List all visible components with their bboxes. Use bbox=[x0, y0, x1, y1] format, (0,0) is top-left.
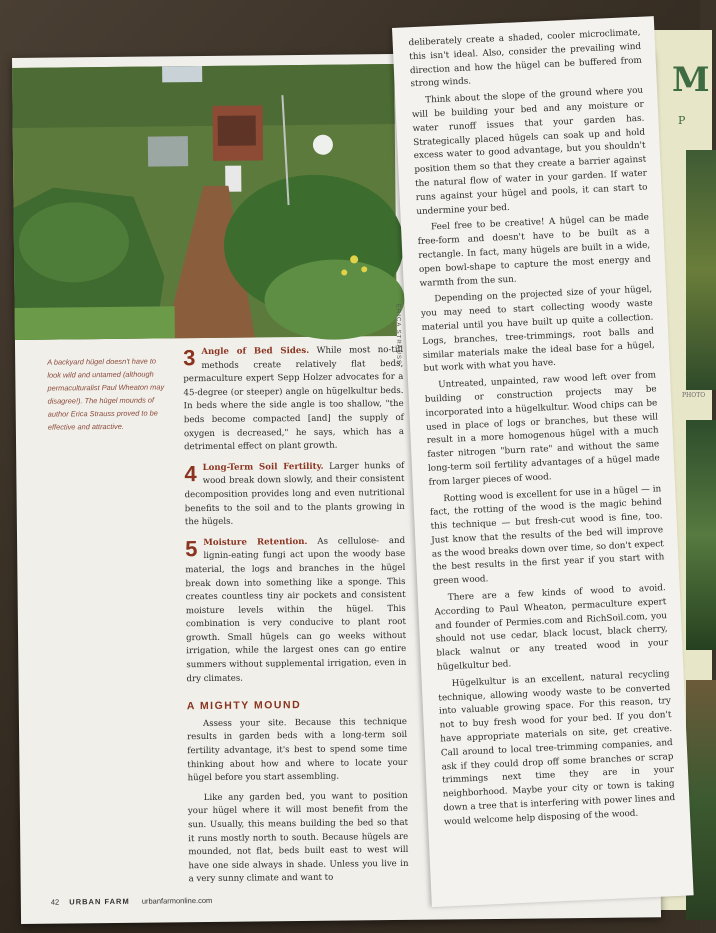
paragraph: Hügelkultur is an excellent, natural recycling technique, allowing woody waste to be converted into valuable growing space. For this reason, try not to buy fresh wood for your bed. If you don't have appropriate materials on site, get creative. Call around to local tree-trimming companies, and ask if they could drop off some branches or scrap trimmings next time they are in your neighborhood. Maybe your city or town is taking down a tree that is interfering with power lines and would welcome help disposing of the wood. bbox=[438, 668, 676, 828]
list-item bbox=[184, 460, 405, 530]
page-number: 42 bbox=[50, 897, 60, 907]
paragraph: Think about the slope of the ground where you will be building your bed and any moisture or water runoff issues that your garden has. Strategically placed hügels can soak up and hold excess water to good advantage, but you shouldn't position them so that they create a barrier against the natural flow of water in your garden. If water runs against your hügel and pools, it can start to undermine your bed. bbox=[411, 85, 648, 217]
paragraph: deliberately create a shaded, cooler microclimate, this isn't ideal. Also, consider the prevailing wind direction and how the hügel can be buffered from strong winds. bbox=[408, 27, 642, 90]
photo-caption: A backyard hügel doesn't have to look wild and untamed (although permaculturalist Paul Wheaton may disagree!). The hügel mounds of author Erica Strauss proved to be effective and attractive. bbox=[47, 356, 165, 432]
article-column-left bbox=[183, 344, 409, 893]
item-heading: Angle of Bed Sides. bbox=[201, 345, 310, 358]
item-number: 3 bbox=[183, 345, 196, 371]
magazine-url: urbanfarmonline.com bbox=[141, 895, 213, 906]
adjacent-page-subheading: P bbox=[678, 114, 686, 127]
item-heading: Moisture Retention. bbox=[203, 536, 308, 548]
item-text: As cellulose- and lignin-eating fungi act upon the woody base material, the logs and branches in the hügel break down into something like a sponge. This creates countless tiny air pockets and consistent moisture levels within the hügel. This combination is very conducive to plant root growth. Small hügels can go weeks without irrigation, while the largest ones can go entire summers without supplemental irrigation, even in dry climates. bbox=[185, 535, 407, 684]
page-footer bbox=[51, 896, 212, 907]
item-text: Larger hunks of wood break down slowly, and their consistent decomposition provides long and even nutritional benefits to the soil and to the plants growing in the hügels. bbox=[184, 460, 405, 528]
paragraph: Untreated, unpainted, raw wood left over from building or construction projects may be incorporated into a hügelkultur. Wood chips can be used in place of logs or branches, but these will result in a more homogenous hügel with a much faster nitrogen "burn rate" and without the same long-term soil fertility advantages of a hügel made from larger pieces of wood. bbox=[424, 370, 661, 488]
paragraph: Assess your site. Because this technique results in garden beds with a long-term soil fertility advantage, it's best to spend some time thinking about how and where to locate your hügel before you start assembling. bbox=[187, 716, 408, 784]
paragraph: Like any garden bed, you want to position your hügel where it will most benefit from the sun. Usually, this means building the bed so that it runs mostly north to south. Because hügels are mounded, not flat, beds built east to west will have one side always in shade. Unless you live in a very sunny climate and want to bbox=[187, 790, 409, 885]
list-item bbox=[185, 535, 407, 687]
paragraph: Depending on the projected size of your hügel, you may need to start collecting woody waste material until you have built up quite a collection. Logs, branches, tree-trimmings, root balls and similar materials make the ideal base for a hügel, but work with what you have. bbox=[420, 284, 655, 375]
photo-credit: ERICA STRAUSS bbox=[394, 303, 402, 366]
magazine-name: URBAN FARM bbox=[69, 896, 130, 907]
garden-photo bbox=[12, 64, 397, 340]
item-heading: Long-Term Soil Fertility. bbox=[202, 461, 324, 473]
article-column-right bbox=[408, 27, 676, 833]
item-text: While most no-till methods create relatively flat beds, permaculture expert Sepp Holzer advocates for a 45-degree (or steeper) angle on hügelkultur beds. In beds where the side angle is too shallow, "the beds become compacted [and] the supply of oxygen is decreased," he says, which has a detrimental effect on plant growth. bbox=[183, 344, 404, 453]
paragraph: There are a few kinds of wood to avoid. According to Paul Wheaton, permaculture expert and founder of Permies.com and RichSoil.com, you should not use cedar, black locust, black cherry, black walnut or any treated wood in your hügelkultur bed. bbox=[434, 583, 669, 673]
adjacent-photo bbox=[686, 420, 716, 650]
section-heading: A MIGHTY MOUND bbox=[186, 699, 302, 713]
list-item bbox=[183, 344, 404, 455]
article-column-right-sheet bbox=[392, 16, 694, 907]
adjacent-photo-label: PHOTO bbox=[682, 392, 706, 399]
adjacent-photo bbox=[686, 150, 716, 390]
adjacent-page-heading: M bbox=[672, 60, 710, 100]
item-number: 4 bbox=[184, 460, 197, 486]
paragraph: Rotting wood is excellent for use in a hügel — in fact, the rotting of the wood is the magic behind this technique — but fresh-cut wood is fine, too. Just know that the results of the bed will improve as the wood breaks down over time, so don't expect the best results in the first year if you start with green wood. bbox=[429, 483, 665, 587]
paragraph: Feel free to be creative! A hügel can be made free-form and doesn't have to be built as a rectangle. In fact, many hügels are built in a wide, open bowl-shape to capture the most energy and warmth from the sun. bbox=[417, 212, 651, 289]
item-number: 5 bbox=[185, 535, 198, 561]
